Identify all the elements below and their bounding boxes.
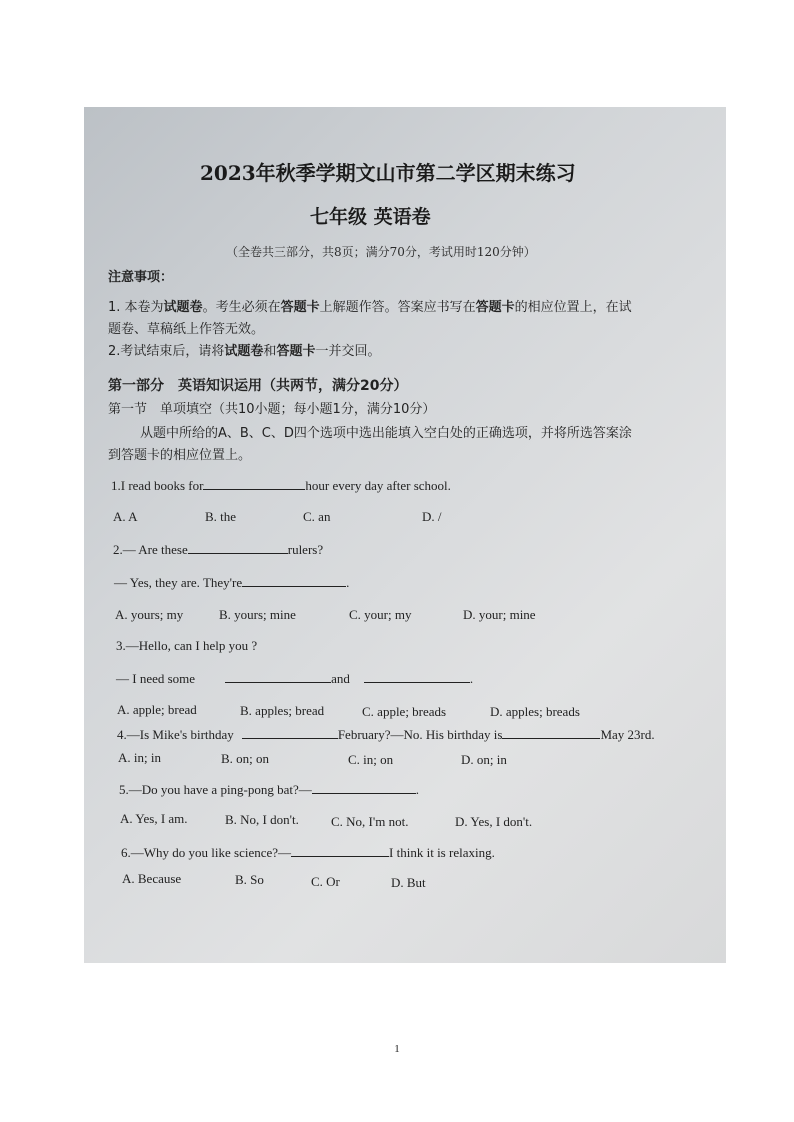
question-text: I think it is relaxing. bbox=[389, 845, 495, 860]
instruction-line1: 从题中所给的A、B、C、D四个选项中选出能填入空白处的正确选项，并将所选答案涂 bbox=[140, 426, 632, 441]
exam-info: （全卷共三部分，共8页；满分70分，考试用时120分钟） bbox=[226, 245, 536, 259]
notes-text: 2.考试结束后，请将 bbox=[108, 344, 225, 359]
q1-option-a: A. A bbox=[113, 509, 138, 524]
q3-option-c: C. apple; breads bbox=[362, 704, 447, 719]
q5-option-b: B. No, I don't. bbox=[225, 812, 299, 827]
q4-option-c: C. in; on bbox=[348, 752, 394, 767]
question-3-reply bbox=[116, 670, 473, 687]
q3-option-a: A. apple; bread bbox=[117, 702, 197, 717]
q6-option-c: C. Or bbox=[311, 874, 340, 889]
notes-text: 一并交回。 bbox=[315, 344, 381, 359]
notes-item-1-line2: 题卷、草稿纸上作答无效。 bbox=[108, 322, 265, 337]
q6-option-b: B. So bbox=[235, 872, 264, 887]
section1-heading: 第一节 单项填空（共10小题；每小题1分，满分10分） bbox=[108, 402, 436, 417]
notes-text: 和 bbox=[263, 344, 277, 359]
q2-option-c: C. your; my bbox=[349, 607, 412, 622]
question-2 bbox=[113, 541, 323, 558]
notes-bold: 答题卡 bbox=[475, 300, 515, 315]
exam-photo bbox=[84, 107, 726, 963]
question-4 bbox=[117, 726, 655, 743]
question-text: 2.— Are these bbox=[113, 542, 188, 557]
notes-text: 的相应位置上，在试 bbox=[514, 300, 632, 315]
exam-subtitle: 七年级 英语卷 bbox=[310, 206, 431, 228]
notes-text: 1. 本卷为 bbox=[108, 300, 164, 315]
question-text: rulers? bbox=[287, 542, 324, 557]
answer-blank bbox=[364, 670, 470, 683]
answer-blank bbox=[203, 477, 305, 490]
notes-text: 。考生必须在 bbox=[202, 300, 281, 315]
question-text: and bbox=[331, 671, 350, 686]
answer-blank bbox=[225, 670, 331, 683]
notes-item-1 bbox=[108, 297, 632, 319]
question-text: 4.—Is Mike's birthday bbox=[117, 727, 234, 742]
q1-option-d: D. / bbox=[422, 509, 442, 524]
q5-option-d: D. Yes, I don't. bbox=[455, 814, 533, 829]
question-1 bbox=[111, 477, 451, 494]
q1-option-c: C. an bbox=[303, 509, 331, 524]
answer-blank bbox=[188, 541, 288, 554]
q4-option-d: D. on; in bbox=[461, 752, 507, 767]
notes-item-2 bbox=[108, 341, 380, 363]
notes-heading: 注意事项： bbox=[108, 270, 174, 285]
question-text: 1.I read books for bbox=[111, 478, 204, 493]
instruction-line2: 到答题卡的相应位置上。 bbox=[108, 448, 252, 463]
answer-blank bbox=[312, 781, 416, 794]
q2-option-a: A. yours; my bbox=[115, 607, 184, 622]
question-text: — I need some bbox=[116, 671, 196, 686]
q4-option-b: B. on; on bbox=[221, 751, 270, 766]
question-text: February?—No. His birthday is bbox=[337, 727, 503, 742]
question-3: 3.—Hello, can I help you ? bbox=[116, 638, 258, 653]
notes-text: 上解题作答。答案应书写在 bbox=[319, 300, 476, 315]
q6-option-a: A. Because bbox=[122, 871, 182, 886]
question-5 bbox=[119, 781, 419, 798]
q6-option-d: D. But bbox=[391, 875, 426, 890]
answer-blank bbox=[242, 574, 346, 587]
question-text: . bbox=[469, 671, 474, 686]
answer-blank bbox=[242, 726, 338, 739]
q2-option-d: D. your; mine bbox=[463, 607, 536, 622]
question-text: May 23rd. bbox=[600, 727, 655, 742]
q5-option-a: A. Yes, I am. bbox=[120, 811, 188, 826]
question-text: 6.—Why do you like science?— bbox=[121, 845, 292, 860]
question-text: . bbox=[415, 782, 420, 797]
q3-option-b: B. apples; bread bbox=[240, 703, 325, 718]
q5-option-c: C. No, I'm not. bbox=[331, 814, 409, 829]
exam-title: 2023年秋季学期文山市第二学区期末练习 bbox=[200, 161, 576, 185]
part1-heading: 第一部分 英语知识运用（共两节，满分20分） bbox=[108, 378, 408, 394]
answer-blank bbox=[291, 844, 389, 857]
answer-blank bbox=[502, 726, 600, 739]
question-2-reply bbox=[114, 574, 349, 591]
page-number: 1 bbox=[394, 1043, 400, 1055]
q2-option-b: B. yours; mine bbox=[219, 607, 296, 622]
question-text: . bbox=[346, 575, 350, 590]
q1-option-b: B. the bbox=[205, 509, 237, 524]
q4-option-a: A. in; in bbox=[118, 750, 161, 765]
notes-bold: 试题卷 bbox=[163, 300, 203, 315]
question-text: — Yes, they are. They're bbox=[114, 575, 243, 590]
question-text: hour every day after school. bbox=[305, 478, 451, 493]
notes-bold: 答题卡 bbox=[276, 344, 316, 359]
notes-bold: 答题卡 bbox=[280, 300, 320, 315]
question-text: 5.—Do you have a ping-pong bat?— bbox=[119, 782, 312, 797]
q3-option-d: D. apples; breads bbox=[490, 704, 580, 719]
notes-bold: 试题卷 bbox=[224, 344, 264, 359]
question-6 bbox=[121, 844, 495, 861]
